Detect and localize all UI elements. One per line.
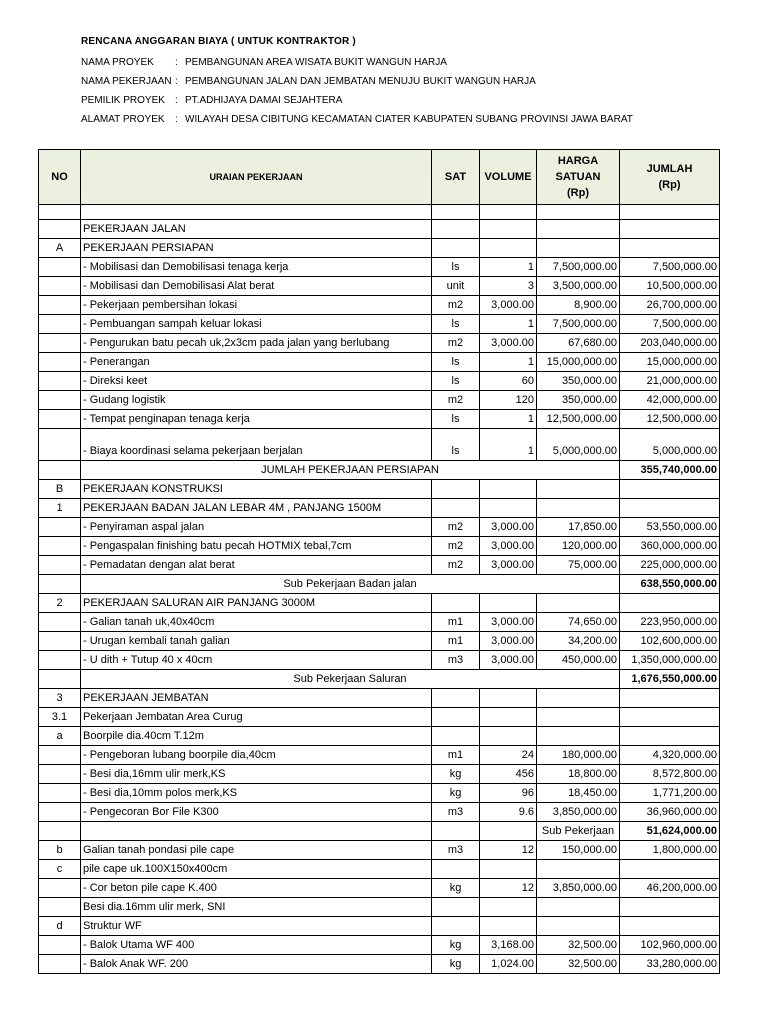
cell-no [39,315,81,334]
cell-sat: m2 [432,391,480,410]
cell-no [39,955,81,974]
cell-no [39,670,81,689]
cell-sat: m2 [432,556,480,575]
cell-sat: m3 [432,841,480,860]
cell-jumlah: 5,000,000.00 [620,429,720,461]
header-harga-line2: SATUAN [555,171,601,183]
table-row [39,841,720,860]
cell-jumlah [620,898,720,917]
cell-uraian: - Penyiraman aspal jalan [81,518,432,537]
cell-uraian: - Gudang logistik [81,391,432,410]
cell-uraian: - Besi dia,10mm polos merk,KS [81,784,432,803]
table-row [39,936,720,955]
table-row [39,220,720,239]
cell-volume: 1,024.00 [480,955,537,974]
table-header-row [39,150,720,205]
cell-sat: m2 [432,537,480,556]
cell-uraian: PEKERJAAN JEMBATAN [81,689,432,708]
cell-no [39,746,81,765]
cell-volume: 1 [480,258,537,277]
meta-separator: : [175,76,178,87]
cell-volume: 120 [480,391,537,410]
cell-uraian: - Pembuangan sampah keluar lokasi [81,315,432,334]
cell-jumlah [620,689,720,708]
cell-uraian: - Pekerjaan pembersihan lokasi [81,296,432,315]
cell-uraian: - Penerangan [81,353,432,372]
cell-jumlah [620,239,720,258]
cell-volume [480,239,537,258]
cell-uraian: - Pemadatan dengan alat berat [81,556,432,575]
cell-volume [480,822,537,841]
cell-harga-satuan: 150,000.00 [537,841,620,860]
cell-harga-satuan [537,480,620,499]
cell-sat: m1 [432,746,480,765]
cell-sat: unit [432,277,480,296]
table-row [39,898,720,917]
meta-row-pemilik-proyek [81,95,342,106]
cell-no [39,575,81,594]
cell-volume: 1 [480,429,537,461]
table-row [39,784,720,803]
cell-no [39,765,81,784]
cell-harga-satuan [537,239,620,258]
cell-jumlah: 1,350,000,000.00 [620,651,720,670]
cell-sat: kg [432,784,480,803]
cell-no [39,784,81,803]
cell-uraian: - Pengecoran Bor File K300 [81,803,432,822]
meta-value: WILAYAH DESA CIBITUNG KECAMATAN CIATER KABUPATEN SUBANG PROVINSI JAWA BARAT [185,114,633,125]
table-row [39,277,720,296]
cell-volume: 24 [480,746,537,765]
cell-jumlah [620,708,720,727]
cell-jumlah [620,860,720,879]
subtotal-amount: 1,676,550,000.00 [620,670,720,689]
cell-sat [432,822,480,841]
table-row [39,518,720,537]
cell-volume [480,499,537,518]
cell-sat: ls [432,353,480,372]
cell-jumlah [620,220,720,239]
meta-value: PEMBANGUNAN AREA WISATA BUKIT WANGUN HARJA [185,57,447,68]
cell-uraian: - Pengeboran lubang boorpile dia,40cm [81,746,432,765]
cell-uraian: - Urugan kembali tanah galian [81,632,432,651]
cell-harga-satuan: 32,500.00 [537,955,620,974]
cell-jumlah: 36,960,000.00 [620,803,720,822]
meta-row-alamat-proyek [81,114,633,125]
cell-harga-satuan: 74,650.00 [537,613,620,632]
cell-uraian: - Balok Utama WF 400 [81,936,432,955]
header-uraian: URAIAN PEKERJAAN [81,150,432,205]
table-row [39,537,720,556]
subtotal-amount: 638,550,000.00 [620,575,720,594]
cell-sat: kg [432,765,480,784]
meta-value: PT.ADHIJAYA DAMAI SEJAHTERA [185,95,343,106]
cell-no [39,803,81,822]
cell-sat: m3 [432,803,480,822]
cell-sat: kg [432,936,480,955]
cell-no [39,556,81,575]
cell-no: 1 [39,499,81,518]
cell-no [39,410,81,429]
cell-no [39,391,81,410]
cell-sat [432,917,480,936]
cell-volume [480,220,537,239]
cell-jumlah [620,499,720,518]
subtotal-label: JUMLAH PEKERJAAN PERSIAPAN [81,461,620,480]
subtotal-label: Sub Pekerjaan Saluran [81,670,620,689]
cell-uraian: PEKERJAAN SALURAN AIR PANJANG 3000M [81,594,432,613]
cell-uraian: pile cape uk.100X150x400cm [81,860,432,879]
meta-separator: : [175,57,178,68]
cell-uraian: PEKERJAAN BADAN JALAN LEBAR 4M , PANJANG 1500M [81,499,432,518]
table-row [39,556,720,575]
cell-volume: 60 [480,372,537,391]
cell-no [39,613,81,632]
cell-sat [432,499,480,518]
table-row [39,499,720,518]
cell-jumlah: 1,771,200.00 [620,784,720,803]
meta-value: PEMBANGUNAN JALAN DAN JEMBATAN MENUJU BUKIT WANGUN HARJA [185,76,536,87]
subtotal-row [39,670,720,689]
cell-harga-satuan: 350,000.00 [537,372,620,391]
cell-harga-satuan: 18,450.00 [537,784,620,803]
cell-sat [432,898,480,917]
cell-harga-satuan [537,917,620,936]
cell-uraian: - Biaya koordinasi selama pekerjaan berjalan [81,429,432,461]
cell-uraian: - Mobilisasi dan Demobilisasi tenaga kerja [81,258,432,277]
cell-uraian: PEKERJAAN JALAN [81,220,432,239]
cell-uraian: - Tempat penginapan tenaga kerja [81,410,432,429]
subtotal-row [39,822,720,841]
cell-harga-satuan [537,860,620,879]
cell-harga-satuan [537,594,620,613]
cell-no: B [39,480,81,499]
cell-harga-satuan [537,708,620,727]
cell-sat: m2 [432,334,480,353]
cell-no: c [39,860,81,879]
cell-uraian: - Balok Anak WF. 200 [81,955,432,974]
cell-no [39,461,81,480]
header-sat: SAT [432,150,480,205]
cell-uraian: - Pengurukan batu pecah uk,2x3cm pada jalan yang berlubang [81,334,432,353]
table-row [39,353,720,372]
cell-sat: ls [432,315,480,334]
cell-harga-satuan: 15,000,000.00 [537,353,620,372]
cell-harga-satuan: 18,800.00 [537,765,620,784]
table-row [39,803,720,822]
header-harga-line1: HARGA [557,155,599,167]
cell-harga-satuan: 34,200.00 [537,632,620,651]
cell-jumlah [620,727,720,746]
subtotal-row [39,461,720,480]
meta-label: ALAMAT PROYEK [81,114,165,125]
cell-no: 3 [39,689,81,708]
cell-jumlah: 102,600,000.00 [620,632,720,651]
cell-volume: 3,000.00 [480,556,537,575]
cell-uraian: Struktur WF [81,917,432,936]
cell-harga-satuan [537,689,620,708]
subtotal-amount: 51,624,000.00 [620,822,720,841]
cell-volume: 1 [480,315,537,334]
cell-volume: 3,000.00 [480,613,537,632]
cell-volume [480,480,537,499]
cell-no [39,258,81,277]
cell-sat: m2 [432,518,480,537]
table-row [39,765,720,784]
cell-no [39,898,81,917]
cell-jumlah: 225,000,000.00 [620,556,720,575]
header-jumlah-line1: JUMLAH [646,163,693,175]
cell-no [39,372,81,391]
table-row [39,594,720,613]
meta-row-nama-pekerjaan [81,76,536,87]
cell-volume: 1 [480,410,537,429]
table-row [39,613,720,632]
cell-volume [480,917,537,936]
cell-harga-satuan: 350,000.00 [537,391,620,410]
cell-sat [432,594,480,613]
subtotal-label: Sub Pekerjaan [537,822,620,841]
header-no: NO [39,150,81,205]
cell-volume [480,708,537,727]
cell-no [39,277,81,296]
cell-no [39,651,81,670]
cell-harga-satuan: 3,850,000.00 [537,803,620,822]
cell-sat: kg [432,955,480,974]
table-row [39,955,720,974]
cell-uraian: - U dith + Tutup 40 x 40cm [81,651,432,670]
table-row [39,480,720,499]
meta-separator: : [175,114,178,125]
cell-no: b [39,841,81,860]
cell-no [39,429,81,461]
cell-jumlah: 102,960,000.00 [620,936,720,955]
cell-harga-satuan: 8,900.00 [537,296,620,315]
table-row [39,879,720,898]
meta-row-nama-proyek [81,57,447,68]
cell-jumlah: 15,000,000.00 [620,353,720,372]
cell-no [39,220,81,239]
cell-no: A [39,239,81,258]
meta-label: NAMA PROYEK [81,57,154,68]
cell-jumlah: 46,200,000.00 [620,879,720,898]
cell-uraian: Galian tanah pondasi pile cape [81,841,432,860]
cell-jumlah: 21,000,000.00 [620,372,720,391]
table-row [39,651,720,670]
table-row [39,632,720,651]
meta-separator: : [175,95,178,106]
rab-table [38,149,720,974]
cell-harga-satuan: 17,850.00 [537,518,620,537]
cell-sat: m3 [432,651,480,670]
meta-label: NAMA PEKERJAAN [81,76,172,87]
cell-sat [432,708,480,727]
cell-sat [432,727,480,746]
cell-sat: ls [432,258,480,277]
cell-uraian: - Direksi keet [81,372,432,391]
cell-harga-satuan: 12,500,000.00 [537,410,620,429]
table-row [39,917,720,936]
cell-jumlah [620,917,720,936]
cell-volume: 3,000.00 [480,537,537,556]
table-row [39,429,720,461]
cell-volume [480,898,537,917]
cell-no [39,334,81,353]
cell-volume: 3,000.00 [480,632,537,651]
blank-row [39,205,720,220]
cell-sat: ls [432,372,480,391]
cell-uraian: Besi dia.16mm ulir merk, SNI [81,898,432,917]
cell-sat: kg [432,879,480,898]
cell-jumlah [620,594,720,613]
cell-jumlah: 7,500,000.00 [620,258,720,277]
cell-jumlah: 4,320,000.00 [620,746,720,765]
cell-harga-satuan: 67,680.00 [537,334,620,353]
cell-volume [480,727,537,746]
cell-uraian: - Galian tanah uk,40x40cm [81,613,432,632]
header-harga-satuan [537,150,620,205]
meta-label: PEMILIK PROYEK [81,95,165,106]
cell-sat: ls [432,429,480,461]
cell-harga-satuan [537,898,620,917]
cell-uraian: Pekerjaan Jembatan Area Curug [81,708,432,727]
cell-harga-satuan: 3,500,000.00 [537,277,620,296]
cell-sat: m1 [432,632,480,651]
cell-harga-satuan: 7,500,000.00 [537,258,620,277]
cell-jumlah: 223,950,000.00 [620,613,720,632]
cell-volume: 3,000.00 [480,296,537,315]
cell-uraian: - Mobilisasi dan Demobilisasi Alat berat [81,277,432,296]
cell-harga-satuan: 5,000,000.00 [537,429,620,461]
cell-no [39,537,81,556]
cell-uraian [81,822,432,841]
cell-uraian: - Pengaspalan finishing batu pecah HOTMIX tebal,7cm [81,537,432,556]
cell-volume: 1 [480,353,537,372]
subtotal-amount: 355,740,000.00 [620,461,720,480]
cell-sat [432,480,480,499]
table-row [39,315,720,334]
cell-uraian: - Cor beton pile cape K.400 [81,879,432,898]
cell-no [39,936,81,955]
cell-no [39,822,81,841]
header-jumlah-line2: (Rp) [658,179,681,191]
document-title: RENCANA ANGGARAN BIAYA ( UNTUK KONTRAKTOR ) [81,36,356,47]
cell-harga-satuan: 7,500,000.00 [537,315,620,334]
table-row [39,258,720,277]
cell-jumlah: 360,000,000.00 [620,537,720,556]
cell-no [39,518,81,537]
cell-no: 2 [39,594,81,613]
cell-no: a [39,727,81,746]
cell-harga-satuan: 180,000.00 [537,746,620,765]
cell-volume: 3 [480,277,537,296]
cell-volume: 3,000.00 [480,651,537,670]
cell-sat: ls [432,410,480,429]
table-row [39,746,720,765]
cell-volume: 3,168.00 [480,936,537,955]
cell-sat [432,220,480,239]
subtotal-row [39,575,720,594]
cell-jumlah: 8,572,800.00 [620,765,720,784]
cell-no [39,879,81,898]
cell-sat [432,860,480,879]
cell-volume [480,860,537,879]
cell-jumlah: 53,550,000.00 [620,518,720,537]
cell-jumlah: 26,700,000.00 [620,296,720,315]
cell-jumlah: 203,040,000.00 [620,334,720,353]
cell-volume: 456 [480,765,537,784]
cell-volume [480,594,537,613]
cell-uraian: - Besi dia,16mm ulir merk,KS [81,765,432,784]
table-row [39,727,720,746]
cell-jumlah: 7,500,000.00 [620,315,720,334]
cell-volume: 3,000.00 [480,518,537,537]
table-row [39,334,720,353]
table-row [39,296,720,315]
cell-sat: m2 [432,296,480,315]
cell-harga-satuan [537,220,620,239]
cell-no [39,353,81,372]
cell-uraian: Boorpile dia.40cm T.12m [81,727,432,746]
cell-volume: 9.6 [480,803,537,822]
table-row [39,372,720,391]
cell-no [39,632,81,651]
cell-volume: 12 [480,841,537,860]
cell-sat [432,689,480,708]
cell-uraian: PEKERJAAN KONSTRUKSI [81,480,432,499]
cell-harga-satuan [537,499,620,518]
cell-harga-satuan: 75,000.00 [537,556,620,575]
table-row [39,689,720,708]
cell-no [39,296,81,315]
cell-no: 3.1 [39,708,81,727]
header-volume: VOLUME [480,150,537,205]
header-harga-line3: (Rp) [567,187,589,199]
cell-jumlah: 10,500,000.00 [620,277,720,296]
table-row [39,391,720,410]
cell-sat: m1 [432,613,480,632]
cell-volume [480,689,537,708]
table-row [39,708,720,727]
cell-volume: 12 [480,879,537,898]
cell-volume: 96 [480,784,537,803]
table-row [39,239,720,258]
cell-harga-satuan: 120,000.00 [537,537,620,556]
cell-jumlah [620,480,720,499]
table-row [39,860,720,879]
cell-harga-satuan [537,727,620,746]
cell-volume: 3,000.00 [480,334,537,353]
cell-jumlah: 33,280,000.00 [620,955,720,974]
table-body [39,205,720,974]
cell-sat [432,239,480,258]
cell-uraian: PEKERJAAN PERSIAPAN [81,239,432,258]
cell-no: d [39,917,81,936]
cell-jumlah: 42,000,000.00 [620,391,720,410]
cell-jumlah: 1,800,000.00 [620,841,720,860]
header-jumlah [620,150,720,205]
cell-jumlah: 12,500,000.00 [620,410,720,429]
cell-harga-satuan: 3,850,000.00 [537,879,620,898]
cell-harga-satuan: 32,500.00 [537,936,620,955]
table-row [39,410,720,429]
subtotal-label: Sub Pekerjaan Badan jalan [81,575,620,594]
cell-harga-satuan: 450,000.00 [537,651,620,670]
